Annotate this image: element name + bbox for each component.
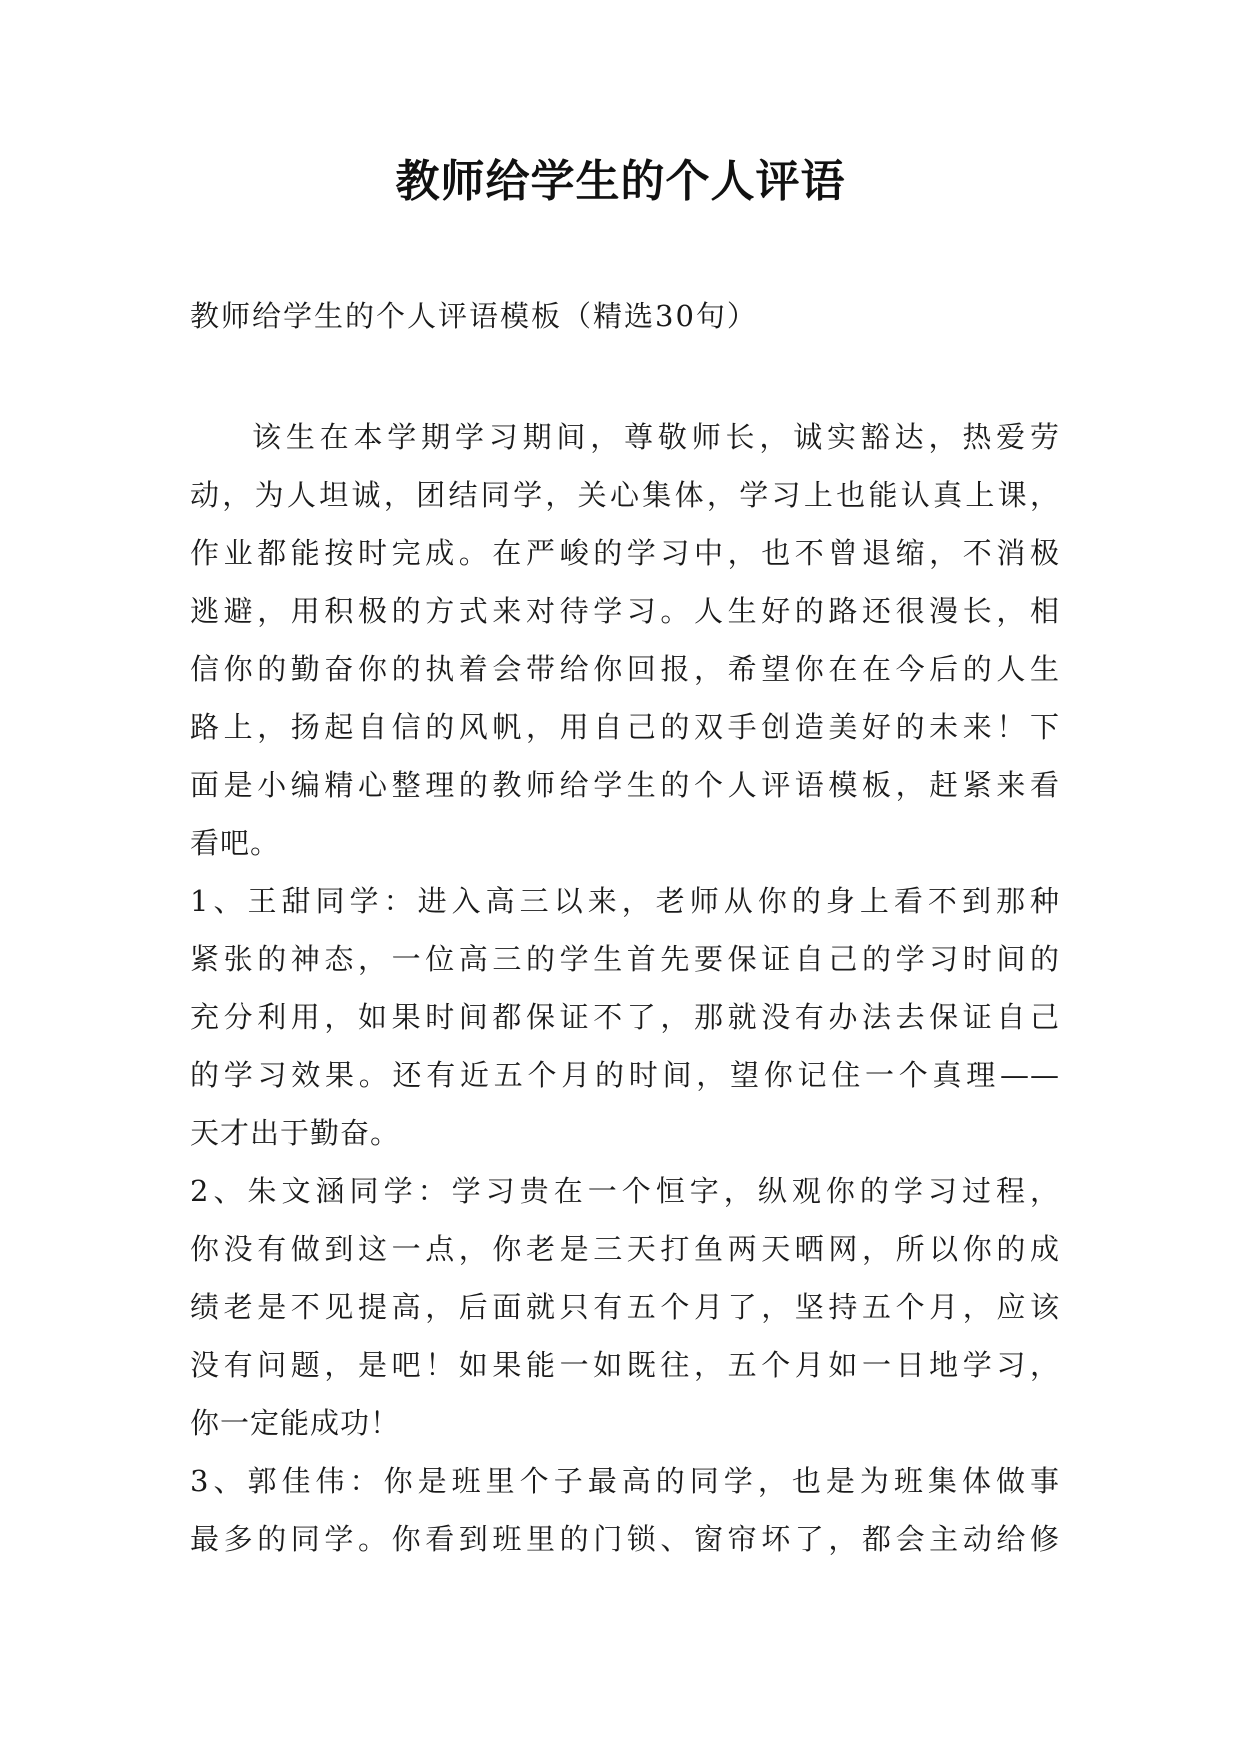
body-line: 面是小编精心整理的教师给学生的个人评语模板，赶紧来看 [190, 768, 1060, 802]
body-line: 的学习效果。还有近五个月的时间，望你记住一个真理—— [190, 1058, 1060, 1092]
body-line: 天才出于勤奋。 [190, 1116, 401, 1150]
document-title: 教师给学生的个人评语 [395, 156, 846, 207]
body-line: 你一定能成功！ [190, 1406, 401, 1440]
body-line: 看吧。 [190, 826, 281, 860]
body-line: 路上，扬起自信的风帆，用自己的双手创造美好的未来！下 [190, 710, 1060, 744]
body-line: 2、朱文涵同学：学习贵在一个恒字，纵观你的学习过程， [190, 1174, 1060, 1208]
body-line: 没有问题，是吧！如果能一如既往，五个月如一日地学习， [190, 1348, 1060, 1382]
body-line: 作业都能按时完成。在严峻的学习中，也不曾退缩，不消极 [190, 536, 1060, 570]
body-line: 动，为人坦诚，团结同学，关心集体，学习上也能认真上课， [190, 478, 1060, 512]
body-line: 3、郭佳伟：你是班里个子最高的同学，也是为班集体做事 [190, 1464, 1060, 1498]
body-line: 1、王甜同学：进入高三以来，老师从你的身上看不到那种 [190, 884, 1060, 918]
body-line: 你没有做到这一点，你老是三天打鱼两天晒网，所以你的成 [190, 1232, 1060, 1266]
document-body [190, 408, 1060, 1568]
body-line: 该生在本学期学习期间，尊敬师长，诚实豁达，热爱劳 [252, 420, 1060, 454]
document-subtitle: 教师给学生的个人评语模板（精选30句） [190, 299, 758, 333]
body-line: 紧张的神态，一位高三的学生首先要保证自己的学习时间的 [190, 942, 1060, 976]
body-line: 信你的勤奋你的执着会带给你回报，希望你在在今后的人生 [190, 652, 1060, 686]
body-line: 充分利用，如果时间都保证不了，那就没有办法去保证自己 [190, 1000, 1060, 1034]
body-line: 绩老是不见提高，后面就只有五个月了，坚持五个月，应该 [190, 1290, 1060, 1324]
body-line: 最多的同学。你看到班里的门锁、窗帘坏了，都会主动给修 [190, 1522, 1060, 1556]
body-line: 逃避，用积极的方式来对待学习。人生好的路还很漫长，相 [190, 594, 1060, 628]
